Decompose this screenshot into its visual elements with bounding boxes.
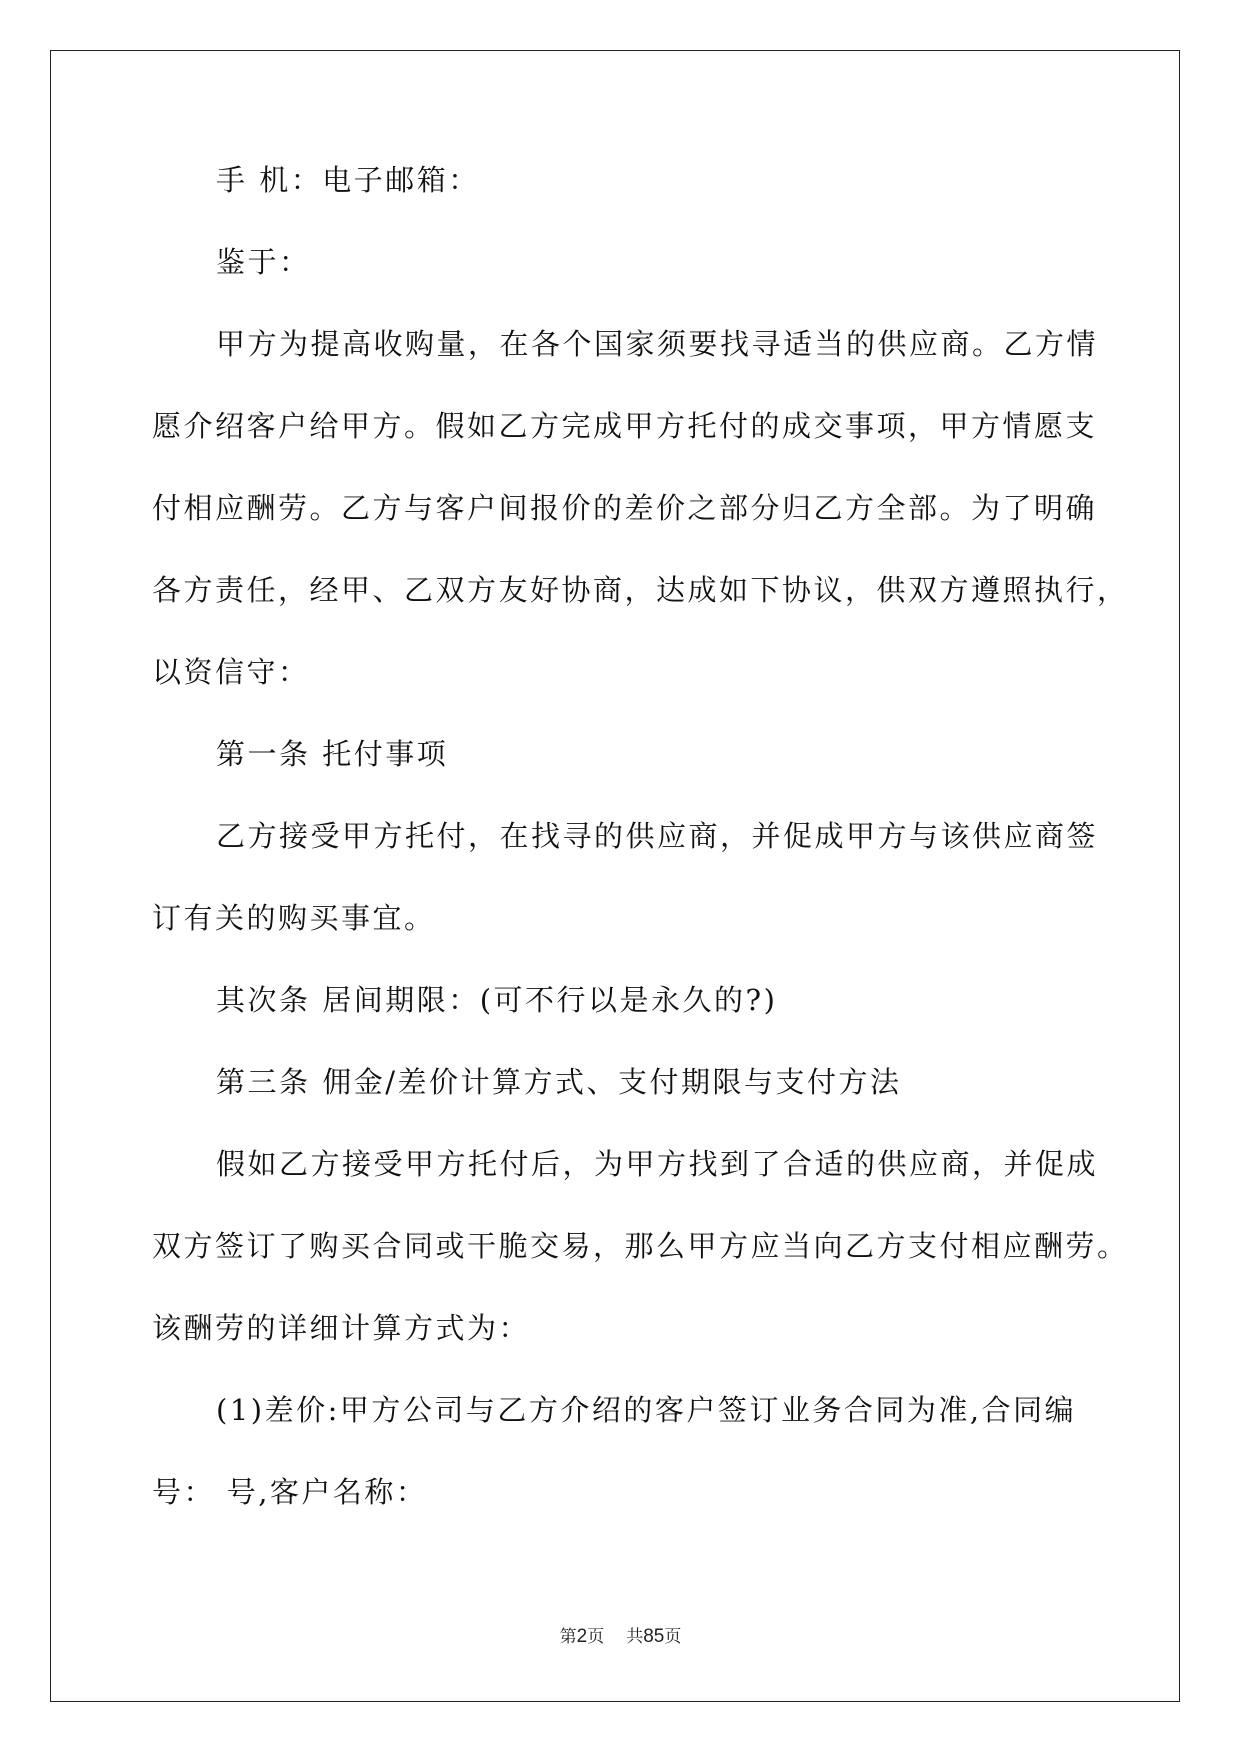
text-line: 假如乙方接受甲方托付后，为甲方找到了合适的供应商，并促成	[216, 1147, 1099, 1181]
text-line: 手 机：电子邮箱：	[216, 163, 480, 197]
text-line: 愿介绍客户给甲方。假如乙方完成甲方托付的成交事项，甲方情愿支	[152, 409, 1098, 443]
text-line: 订有关的购买事宜。	[152, 901, 436, 935]
text-line: 付相应酬劳。乙方与客户间报价的差价之部分归乙方全部。为了明确	[152, 491, 1098, 525]
section-heading: 第三条 佣金/差价计算方式、支付期限与支付方法	[216, 1065, 902, 1099]
text-line: 鉴于：	[216, 245, 311, 279]
section-heading: 其次条 居间期限：(可不行以是永久的?)	[216, 983, 778, 1017]
page-number: 2	[576, 1626, 588, 1647]
text-line: 乙方接受甲方托付，在找寻的供应商，并促成甲方与该供应商签	[216, 819, 1099, 853]
text-line: 该酬劳的详细计算方式为：	[152, 1311, 531, 1345]
total-prefix: 共	[626, 1627, 644, 1647]
page-suffix: 页	[587, 1627, 605, 1647]
text-line: 各方责任，经甲、乙双方友好协商，达成如下协议，供双方遵照执行，	[152, 573, 1129, 607]
text-line: (1)差价:甲方公司与乙方介绍的客户签订业务合同为准,合同编	[216, 1393, 1077, 1427]
total-suffix: 页	[664, 1627, 682, 1647]
total-pages: 85	[643, 1626, 665, 1647]
text-line: 甲方为提高收购量，在各个国家须要找寻适当的供应商。乙方情	[216, 327, 1099, 361]
page-prefix: 第	[559, 1627, 577, 1647]
document-body	[152, 163, 1129, 1559]
text-line: 以资信守：	[152, 655, 310, 689]
text-line: 双方签订了购买合同或干脆交易，那么甲方应当向乙方支付相应酬劳。	[152, 1229, 1129, 1263]
text-line: 号： 号,客户名称：	[152, 1475, 428, 1509]
section-heading: 第一条 托付事项	[216, 737, 449, 771]
page-footer	[0, 1622, 1241, 1648]
